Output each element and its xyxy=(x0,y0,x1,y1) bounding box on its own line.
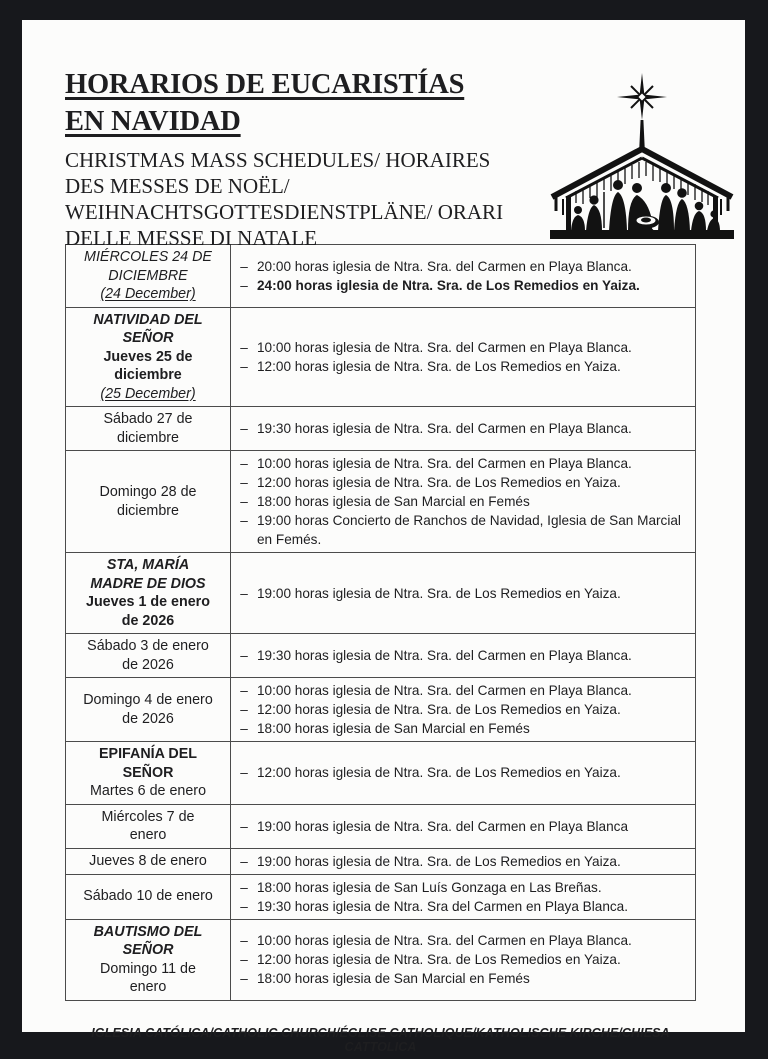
schedule-item xyxy=(231,338,690,357)
schedule-item xyxy=(231,817,690,836)
list-dash: – xyxy=(240,765,248,781)
date-line: (25 December) xyxy=(100,385,196,402)
schedule-item-text: 20:00 horas iglesia de Ntra. Sra. del Carmen en Playa Blanca. xyxy=(257,258,632,274)
list-dash: – xyxy=(240,475,248,490)
schedule-item xyxy=(231,257,690,276)
schedule-item-text: 19:30 horas iglesia de Ntra. Sra. del Carmen en Playa Blanca. xyxy=(257,421,632,436)
list-dash: – xyxy=(240,898,248,914)
table-row xyxy=(66,919,696,1000)
schedule-item-text: 19:30 horas iglesia de Ntra. Sra del Carmen en Playa Blanca. xyxy=(257,898,629,914)
table-row xyxy=(66,245,696,308)
date-cell xyxy=(66,848,231,874)
schedule-table xyxy=(65,244,696,1001)
list-dash: – xyxy=(240,683,248,698)
table-row xyxy=(66,804,696,848)
date-line: Miércoles 7 de xyxy=(101,808,195,825)
table-row xyxy=(66,848,696,874)
list-dash: – xyxy=(240,853,248,869)
schedule-item-text: 10:00 horas iglesia de Ntra. Sra. del Carmen en Playa Blanca. xyxy=(257,933,632,948)
schedule-item-text: 12:00 horas iglesia de Ntra. Sra. de Los Remedios en Yaiza. xyxy=(257,765,621,781)
footer-text: IGLESIA CATÓLICA/CATHOLIC CHURCH/ÉGLISE CATHOLIQUE/KATHOLISCHE KIRCHE/CHIESA CATTOLICA xyxy=(91,1025,670,1054)
schedule-cell xyxy=(231,245,696,308)
list-dash: – xyxy=(240,513,248,528)
date-line: SEÑOR xyxy=(122,942,174,958)
list-dash: – xyxy=(240,358,248,374)
schedule-item-text: 18:00 horas iglesia de San Marcial en Femés xyxy=(257,721,530,736)
schedule-cell xyxy=(231,742,696,805)
schedule-cell xyxy=(231,678,696,742)
date-line: diciembre xyxy=(117,429,179,446)
schedule-item-text: 19:00 horas iglesia de Ntra. Sra. de Los Remedios en Yaiza. xyxy=(257,853,621,869)
schedule-cell xyxy=(231,451,696,553)
schedule-item xyxy=(231,700,690,719)
list-dash: – xyxy=(240,258,248,274)
date-line: de 2026 xyxy=(122,710,174,727)
date-cell xyxy=(66,407,231,451)
subtitle-line: DES MESSES DE NOËL/ xyxy=(65,174,290,198)
schedule-item xyxy=(231,419,690,438)
schedule-cell xyxy=(231,553,696,634)
date-cell xyxy=(66,804,231,848)
date-line: diciembre xyxy=(117,502,179,519)
schedule-cell xyxy=(231,634,696,678)
schedule-table-body xyxy=(66,245,696,1001)
date-line: de 2026 xyxy=(122,656,174,673)
subtitle-line: CHRISTMAS MASS SCHEDULES/ HORAIRES xyxy=(65,148,491,172)
schedule-item xyxy=(231,454,690,473)
schedule-cell xyxy=(231,407,696,451)
date-line: Jueves 1 de enero xyxy=(86,594,210,610)
date-line: Sábado 27 de xyxy=(103,411,193,427)
list-dash: – xyxy=(240,421,248,436)
schedule-item-text: 18:00 horas iglesia de San Marcial en Femés xyxy=(257,971,530,986)
schedule-cell xyxy=(231,804,696,848)
date-cell xyxy=(66,742,231,805)
schedule-item xyxy=(231,276,690,295)
list-dash: – xyxy=(240,971,248,986)
table-row xyxy=(66,553,696,634)
title-line-1: HORARIOS DE EUCARISTÍAS xyxy=(65,69,465,100)
list-dash: – xyxy=(240,879,248,895)
schedule-item xyxy=(231,492,690,511)
date-line: Domingo 4 de enero xyxy=(83,692,213,708)
date-line: enero xyxy=(129,979,167,995)
list-dash: – xyxy=(240,721,248,736)
date-line: Sábado 3 de enero xyxy=(87,638,209,654)
table-row xyxy=(66,451,696,553)
date-line: enero xyxy=(129,827,167,843)
date-line: EPIFANÍA DEL xyxy=(99,746,197,762)
schedule-item xyxy=(231,763,690,782)
schedule-cell xyxy=(231,919,696,1000)
date-line: MIÉRCOLES 24 DE xyxy=(84,249,212,265)
date-cell xyxy=(66,874,231,919)
schedule-item-text: 19:00 horas Concierto de Ranchos de Navidad, Iglesia de San Marcial en Femés. xyxy=(257,513,681,547)
schedule-item xyxy=(231,950,690,969)
schedule-cell xyxy=(231,874,696,919)
date-line: Domingo 11 de xyxy=(100,960,196,977)
subtitle-line: WEIHNACHTSGOTTESDIENSTPLÄNE/ ORARI xyxy=(65,200,504,224)
date-line: DICIEMBRE xyxy=(108,267,188,284)
list-dash: – xyxy=(240,952,248,967)
list-dash: – xyxy=(240,339,248,355)
schedule-item-text: 24:00 horas iglesia de Ntra. Sra. de Los Remedios en Yaiza. xyxy=(257,277,640,293)
date-line: diciembre xyxy=(114,367,182,383)
schedule-item xyxy=(231,931,690,950)
date-line: NATIVIDAD DEL xyxy=(93,311,203,328)
date-line: SEÑOR xyxy=(122,764,174,781)
date-line: Jueves 25 de xyxy=(103,348,193,365)
table-row xyxy=(66,307,696,407)
list-dash: – xyxy=(240,933,248,948)
schedule-item xyxy=(231,473,690,492)
page-title xyxy=(65,66,550,140)
schedule-item xyxy=(231,719,690,738)
document-header xyxy=(65,66,550,250)
date-line: STA, MARÍA xyxy=(106,557,190,573)
schedule-item xyxy=(231,681,690,700)
date-cell xyxy=(66,634,231,678)
table-row xyxy=(66,742,696,805)
list-dash: – xyxy=(240,494,248,509)
schedule-item-text: 19:00 horas iglesia de Ntra. Sra. del Carmen en Playa Blanca xyxy=(257,818,629,834)
schedule-item xyxy=(231,511,690,549)
date-line: MADRE DE DIOS xyxy=(90,575,206,592)
schedule-item-text: 10:00 horas iglesia de Ntra. Sra. del Carmen en Playa Blanca. xyxy=(257,456,632,471)
schedule-item xyxy=(231,897,690,916)
schedule-item-text: 19:00 horas iglesia de Ntra. Sra. de Los Remedios en Yaiza. xyxy=(257,585,621,601)
schedule-item xyxy=(231,646,690,665)
schedule-item xyxy=(231,584,690,603)
schedule-item-text: 12:00 horas iglesia de Ntra. Sra. de Los Remedios en Yaiza. xyxy=(257,358,621,374)
subtitle-line: DELLE MESSE DI NATALE xyxy=(65,226,318,250)
list-dash: – xyxy=(240,277,248,293)
schedule-item-text: 10:00 horas iglesia de Ntra. Sra. del Carmen en Playa Blanca. xyxy=(257,683,632,698)
date-cell xyxy=(66,245,231,308)
date-line: Sábado 10 de enero xyxy=(83,888,213,905)
schedule-item xyxy=(231,852,690,871)
date-line: Domingo 28 de xyxy=(99,484,197,500)
list-dash: – xyxy=(240,456,248,471)
schedule-item-text: 19:30 horas iglesia de Ntra. Sra. del Carmen en Playa Blanca. xyxy=(257,648,632,663)
schedule-item-text: 12:00 horas iglesia de Ntra. Sra. de Los Remedios en Yaiza. xyxy=(257,475,621,490)
date-cell xyxy=(66,451,231,553)
list-dash: – xyxy=(240,702,248,717)
date-line: Jueves 8 de enero xyxy=(89,852,207,869)
schedule-cell xyxy=(231,307,696,407)
table-row xyxy=(66,634,696,678)
list-dash: – xyxy=(240,818,248,834)
date-cell xyxy=(66,678,231,742)
schedule-item-text: 12:00 horas iglesia de Ntra. Sra. de Los Remedios en Yaiza. xyxy=(257,702,621,717)
nativity-scene-image xyxy=(542,70,742,242)
date-cell xyxy=(66,919,231,1000)
subtitle-multilingual xyxy=(65,147,550,251)
christmas-star-icon xyxy=(617,73,667,120)
schedule-item-text: 10:00 horas iglesia de Ntra. Sra. del Carmen en Playa Blanca. xyxy=(257,339,632,355)
table-row xyxy=(66,407,696,451)
list-dash: – xyxy=(240,648,248,663)
date-line: (24 December) xyxy=(100,286,196,302)
date-cell xyxy=(66,553,231,634)
schedule-item xyxy=(231,969,690,988)
schedule-cell xyxy=(231,848,696,874)
list-dash: – xyxy=(240,585,248,601)
schedule-item xyxy=(231,357,690,376)
schedule-item-text: 12:00 horas iglesia de Ntra. Sra. de Los Remedios en Yaiza. xyxy=(257,952,621,967)
schedule-item-text: 18:00 horas iglesia de San Luís Gonzaga en Las Breñas. xyxy=(257,879,602,895)
table-row xyxy=(66,874,696,919)
table-row xyxy=(66,678,696,742)
date-line: Martes 6 de enero xyxy=(89,783,207,799)
date-line: BAUTISMO DEL xyxy=(93,923,203,940)
schedule-item xyxy=(231,878,690,897)
title-line-2: EN NAVIDAD xyxy=(65,106,241,137)
date-line: SEÑOR xyxy=(122,330,174,346)
date-line: de 2026 xyxy=(121,612,175,629)
schedule-item-text: 18:00 horas iglesia de San Marcial en Femés xyxy=(257,494,530,509)
document-page xyxy=(22,20,745,1054)
date-cell xyxy=(66,307,231,407)
